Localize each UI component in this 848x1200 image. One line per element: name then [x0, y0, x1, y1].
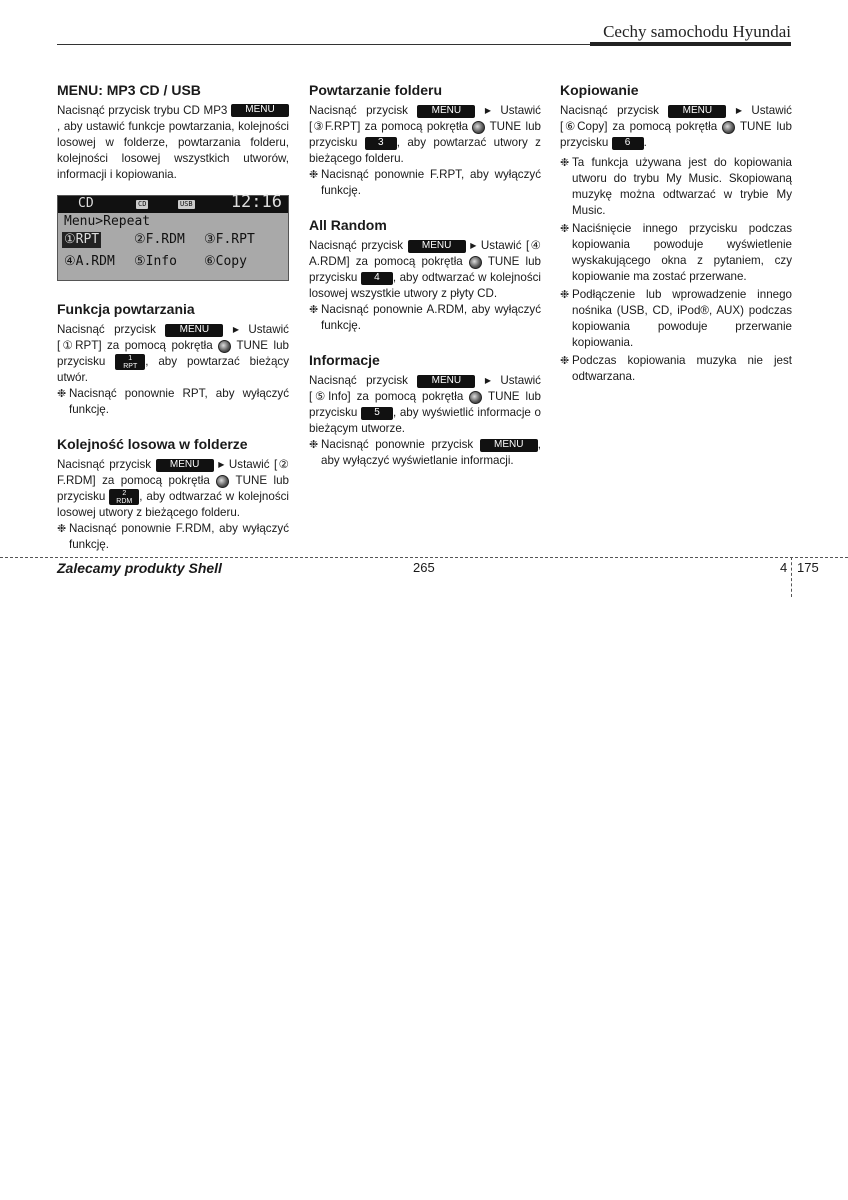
button-6: 6	[612, 137, 644, 150]
display-item-ardm: ④A.RDM	[64, 254, 115, 269]
tune-knob-icon	[469, 256, 482, 269]
display-usb-badge: USB	[180, 200, 193, 208]
menu-button: MENU	[408, 240, 466, 253]
button-5: 5	[361, 407, 393, 420]
note-mark-icon: ❉	[309, 439, 319, 452]
note-all-random: ❉ Nacisnąć ponownie A.RDM, aby wyłączyć funkcję.	[309, 303, 541, 333]
note-copy-4: ❉ Podczas kopiowania muzyka nie jest odtwarzana.	[560, 354, 792, 384]
section-title-copy: Kopiowanie	[560, 82, 639, 98]
display-item-frpt: ③F.RPT	[204, 232, 255, 247]
paragraph-menu-mp3: Nacisnąć przycisk trybu CD MP3 MENU, aby ustawić funkcje powtarzania, kolejności losowej w folderze, powtarzania folderu, kolejności losowej wszystkich utworów, informacji i kopiowania.	[57, 104, 289, 181]
display-menu-title: Menu>Repeat	[64, 214, 151, 229]
footer-sheet-number: 265	[413, 560, 435, 575]
button-3: 3	[365, 137, 397, 150]
menu-button: MENU	[165, 324, 223, 337]
menu-button: MENU	[231, 104, 289, 117]
note-mark-icon: ❉	[57, 388, 67, 401]
display-item-frdm: ②F.RDM	[134, 232, 185, 247]
footer-vertical-cut-line	[791, 557, 792, 597]
note-copy-2: ❉ Naciśnięcie innego przycisku podczas kopiowania powoduje wyświetlenie wyskakującego okna z pytaniem, czy kopiowanie ma zostać przerwane.	[560, 222, 792, 284]
footer-page-number: 175	[797, 560, 819, 575]
display-topbar	[58, 192, 288, 213]
note-mark-icon: ❉	[560, 223, 570, 236]
note-mark-icon: ❉	[560, 289, 570, 302]
button-4: 4	[361, 272, 393, 285]
footer-ad-text: Zalecamy produkty Shell	[57, 560, 222, 576]
display-source: CD	[78, 196, 94, 211]
paragraph-copy: Nacisnąć przycisk MENU ▶ Ustawić [⑥Copy] za pomocą pokrętła TUNE lub przycisku 6 .	[560, 104, 792, 150]
display-item-copy: ⑥Copy	[204, 254, 247, 269]
paragraph-folder-repeat: Nacisnąć przycisk MENU ▶ Ustawić [③F.RPT] za pomocą pokrętła TUNE lub przycisku 3 , aby powtarzać utwory z bieżącego folderu.	[309, 104, 541, 166]
section-title-folder-random: Kolejność losowa w folderze	[57, 436, 248, 453]
note-copy-1: ❉ Ta funkcja używana jest do kopiowania utworu do trybu My Music. Skopiowaną muzykę można odtwarzać w trybie My Music.	[560, 156, 792, 218]
header-rule-accent	[590, 42, 791, 46]
page-header-title: Cechy samochodu Hyundai	[603, 22, 791, 41]
arrow-right-icon: ▶	[735, 106, 742, 115]
arrow-right-icon: ▶	[218, 460, 225, 470]
tune-knob-icon	[218, 340, 231, 353]
section-title-all-random: All Random	[309, 217, 387, 234]
paragraph-info: Nacisnąć przycisk MENU ▶ Ustawić [⑤Info] za pomocą pokrętła TUNE lub przycisku 5 , aby wyświetlić informacje o bieżącym utworze.	[309, 374, 541, 436]
section-title-menu-mp3: MENU: MP3 CD / USB	[57, 82, 201, 98]
tune-knob-icon	[469, 391, 482, 404]
note-mark-icon: ❉	[57, 523, 67, 536]
display-item-rpt: ①RPT	[64, 232, 100, 247]
section-title-info: Informacje	[309, 352, 380, 369]
paragraph-repeat: Nacisnąć przycisk MENU ▶ Ustawić [①RPT] za pomocą pokrętła TUNE lub przycisku 1 RPT , aby powtarzać bieżący utwór.	[57, 323, 289, 385]
menu-button: MENU	[668, 105, 726, 118]
note-repeat: ❉ Nacisnąć ponownie RPT, aby wyłączyć funkcję.	[57, 387, 289, 417]
rdm-button: 2 RDM	[109, 489, 139, 505]
column-2	[309, 82, 541, 469]
note-mark-icon: ❉	[560, 157, 570, 170]
section-title-folder-repeat: Powtarzanie folderu	[309, 82, 443, 98]
note-folder-random: ❉ Nacisnąć ponownie F.RDM, aby wyłączyć funkcję.	[57, 522, 289, 552]
radio-display-screen	[57, 192, 289, 281]
paragraph-all-random: Nacisnąć przycisk MENU ▶ Ustawić [④ A.RDM] za pomocą pokrętła TUNE lub przycisku 4 , aby odtwarzać w kolejności losowej wszystkie utwory z płyty CD.	[309, 239, 541, 301]
footer-cut-line	[0, 557, 848, 558]
arrow-right-icon: ▶	[484, 106, 491, 115]
tune-knob-icon	[472, 121, 485, 134]
rpt-button: 1 RPT	[115, 354, 145, 370]
arrow-right-icon: ▶	[470, 241, 477, 251]
tune-knob-icon	[722, 121, 735, 134]
display-clock: 12:16	[230, 192, 282, 212]
tune-knob-icon	[216, 475, 229, 488]
arrow-right-icon: ▶	[232, 325, 239, 334]
note-mark-icon: ❉	[560, 355, 570, 368]
note-mark-icon: ❉	[309, 169, 319, 182]
menu-button: MENU	[417, 105, 475, 118]
footer-chapter-number: 4	[780, 560, 788, 575]
section-title-repeat: Funkcja powtarzania	[57, 301, 195, 317]
menu-button: MENU	[156, 459, 214, 472]
paragraph-folder-random: Nacisnąć przycisk MENU ▶ Ustawić [② F.RDM] za pomocą pokrętła TUNE lub przycisku 2 RDM , aby odtwarzać w kolejności losowej utwory z bieżącego folderu.	[57, 458, 289, 520]
column-3	[560, 82, 792, 385]
display-item-info: ⑤Info	[134, 254, 177, 269]
note-mark-icon: ❉	[309, 304, 319, 317]
display-cd-badge: CD	[138, 200, 147, 208]
menu-button: MENU	[417, 375, 475, 388]
column-1	[57, 82, 289, 553]
note-copy-3: ❉ Podłączenie lub wprowadzenie innego nośnika (USB, CD, iPod®, AUX) podczas kopiowania powoduje przerwanie kopiowania.	[560, 288, 792, 350]
arrow-right-icon: ▶	[484, 376, 491, 386]
menu-button: MENU	[480, 439, 538, 452]
note-folder-repeat: ❉ Nacisnąć ponownie F.RPT, aby wyłączyć funkcję.	[309, 168, 541, 198]
note-info: ❉ Nacisnąć ponownie przycisk MENU , aby wyłączyć wyświetlanie informacji.	[309, 438, 541, 468]
